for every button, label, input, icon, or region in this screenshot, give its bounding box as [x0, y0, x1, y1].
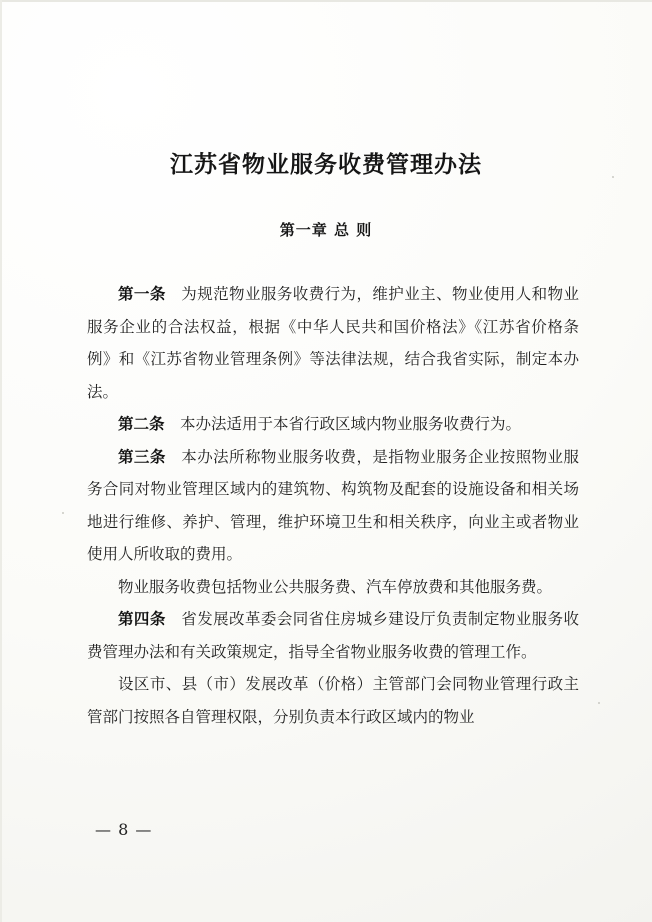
article-label: 第三条 — [118, 446, 166, 466]
article-label: 第二条 — [118, 414, 165, 433]
document-title: 江苏省物业服务收费管理办法 — [170, 151, 482, 178]
article-text: 省发展改革委会同省住房城乡建设厅负责制定物业服务收费管理办法和有关政策规定，指导全省物业服务收费的管理工作。 — [87, 610, 579, 661]
article-paragraph — [87, 408, 579, 441]
document-body — [87, 278, 579, 733]
chapter-heading: 第一章 总 则 — [279, 221, 373, 239]
article-text: 物业服务收费包括物业公共服务费、汽车停放费和其他服务费。 — [118, 577, 553, 596]
article-paragraph — [87, 441, 579, 571]
article-paragraph — [87, 603, 579, 668]
scan-speck — [598, 702, 600, 704]
article-text: 设区市、县（市）发展改革（价格）主管部门会同物业管理行政主管部门按照各自管理权限，分别负责本行政区域内的物业 — [87, 675, 579, 726]
article-paragraph — [87, 668, 579, 733]
article-text: 本办法适用于本省行政区域内物业服务收费行为。 — [180, 415, 522, 433]
scan-speck — [62, 512, 64, 514]
article-paragraph — [87, 571, 579, 604]
article-text: 本办法所称物业服务收费，是指物业服务企业按照物业服务合同对物业管理区域内的建筑物、构筑物及配套的设施设备和相关场地进行维修、养护、管理，维护环境卫生和相关秩序，向业主或者物业使用人所收取的费用。 — [87, 447, 579, 563]
scan-edge-top — [0, 0, 652, 2]
article-label: 第四条 — [118, 609, 166, 628]
article-text: 为规范物业服务收费行为，维护业主、物业使用人和物业服务企业的合法权益，根据《中华人民共和国价格法》《江苏省价格条例》和《江苏省物业管理条例》等法律法规，结合我省实际，制定本办法。 — [87, 285, 579, 401]
article-label: 第一条 — [118, 284, 166, 303]
article-paragraph — [87, 278, 579, 408]
page-number: — 8 — — [95, 820, 153, 839]
scan-edge-left — [0, 0, 2, 922]
